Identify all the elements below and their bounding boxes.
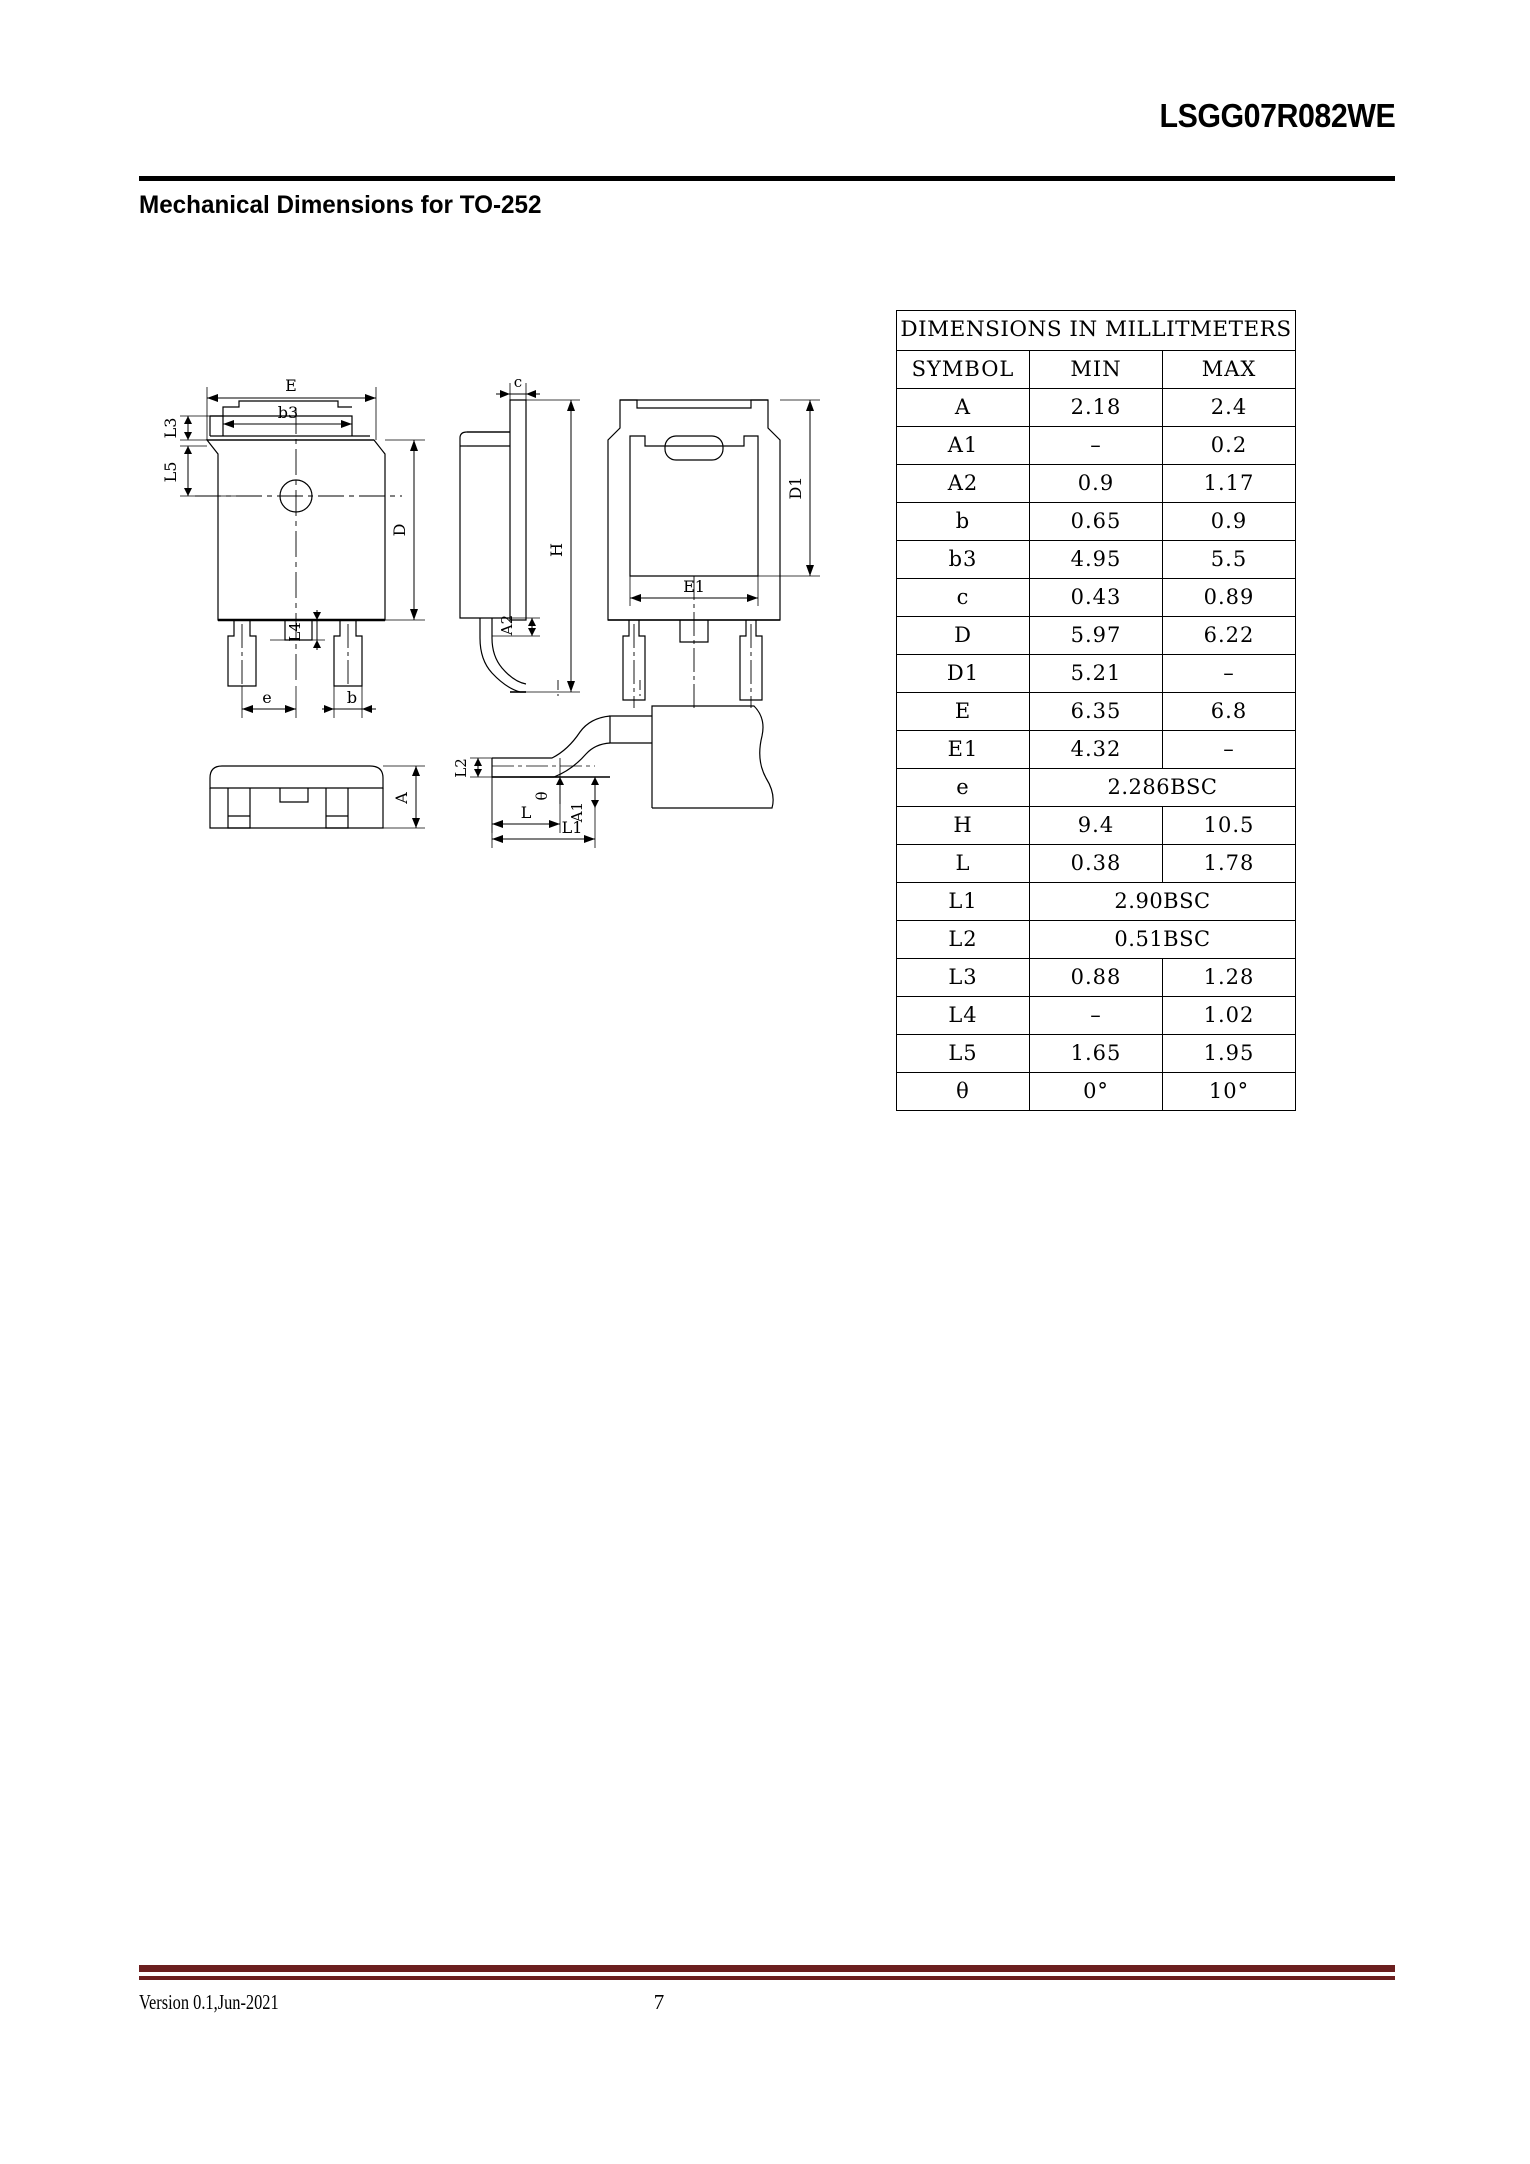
cell-max: 1.78 [1163, 845, 1296, 883]
table-header-row [897, 351, 1296, 389]
cell-symbol: L1 [897, 883, 1030, 921]
dim-label-E1: E1 [683, 577, 705, 596]
dimensions-table-body [897, 311, 1296, 1111]
cell-symbol: E1 [897, 731, 1030, 769]
cell-min: 0° [1030, 1073, 1163, 1111]
table-row [897, 807, 1296, 845]
cell-symbol: e [897, 769, 1030, 807]
cell-symbol: b3 [897, 541, 1030, 579]
table-row [897, 541, 1296, 579]
dim-label-D: D [390, 523, 409, 537]
cell-max: 1.02 [1163, 997, 1296, 1035]
table-row [897, 389, 1296, 427]
cell-value-span: 0.51BSC [1030, 921, 1296, 959]
cell-max: 5.5 [1163, 541, 1296, 579]
dim-label-E: E [285, 376, 297, 395]
cell-min: 4.32 [1030, 731, 1163, 769]
table-row [897, 655, 1296, 693]
dim-label-b3: b3 [277, 403, 299, 422]
cell-min: 9.4 [1030, 807, 1163, 845]
cell-min: 6.35 [1030, 693, 1163, 731]
dim-label-L2: L2 [452, 758, 470, 778]
cell-max: 0.2 [1163, 427, 1296, 465]
part-number: LSGG07R082WE [1159, 97, 1395, 134]
cell-max: 2.4 [1163, 389, 1296, 427]
cell-max: 10.5 [1163, 807, 1296, 845]
table-title: DIMENSIONS IN MILLITMETERS [897, 311, 1296, 351]
cell-symbol: θ [897, 1073, 1030, 1111]
cell-max: 6.8 [1163, 693, 1296, 731]
cell-max: 1.95 [1163, 1035, 1296, 1073]
dimensions-table-wrapper [896, 310, 1296, 1111]
cell-min: 0.88 [1030, 959, 1163, 997]
dim-label-theta: θ [533, 791, 551, 801]
dimensions-table [896, 310, 1296, 1111]
dim-label-L5: L5 [161, 461, 180, 483]
table-row [897, 465, 1296, 503]
cell-max: 10° [1163, 1073, 1296, 1111]
dim-label-b: b [346, 688, 358, 707]
cell-symbol: A1 [897, 427, 1030, 465]
table-row [897, 579, 1296, 617]
dim-label-D1: D1 [786, 476, 805, 500]
column-header-min: MIN [1030, 351, 1163, 389]
cell-value-span: 2.286BSC [1030, 769, 1296, 807]
cell-symbol: L [897, 845, 1030, 883]
table-row [897, 731, 1296, 769]
cell-max: 0.9 [1163, 503, 1296, 541]
cell-min: 1.65 [1030, 1035, 1163, 1073]
cell-min: 0.43 [1030, 579, 1163, 617]
cell-max: 1.28 [1163, 959, 1296, 997]
footer-divider-thin [139, 1976, 1395, 1980]
table-row [897, 693, 1296, 731]
cell-min: 5.21 [1030, 655, 1163, 693]
lead-detail-view [452, 680, 773, 848]
dim-label-A2: A2 [498, 614, 516, 636]
cell-symbol: L4 [897, 997, 1030, 1035]
cell-symbol: b [897, 503, 1030, 541]
cell-symbol: L5 [897, 1035, 1030, 1073]
cell-min: 0.9 [1030, 465, 1163, 503]
cell-symbol: D [897, 617, 1030, 655]
cell-max: 1.17 [1163, 465, 1296, 503]
footer-page-number: 7 [653, 1990, 665, 2014]
table-row [897, 921, 1296, 959]
table-row [897, 427, 1296, 465]
page-footer [139, 1965, 1395, 2055]
package-outline-drawing-svg [140, 288, 840, 908]
cell-max: 0.89 [1163, 579, 1296, 617]
cell-symbol: D1 [897, 655, 1030, 693]
cell-min: 5.97 [1030, 617, 1163, 655]
table-row [897, 997, 1296, 1035]
table-row [897, 1073, 1296, 1111]
mechanical-drawings [140, 288, 840, 908]
dim-label-L3: L3 [161, 417, 180, 439]
cell-symbol: L3 [897, 959, 1030, 997]
side-view [460, 373, 580, 692]
table-row [897, 617, 1296, 655]
footer-version: Version 0.1,Jun-2021 [139, 1990, 279, 2014]
cell-min: 0.38 [1030, 845, 1163, 883]
dim-label-A1: A1 [568, 801, 586, 823]
cell-min: 2.18 [1030, 389, 1163, 427]
dim-label-L4: L4 [286, 622, 304, 642]
dim-label-A: A [392, 792, 411, 804]
cell-min: 0.65 [1030, 503, 1163, 541]
header-divider [139, 176, 1395, 181]
bottom-profile-view [210, 766, 425, 828]
dim-label-e: e [262, 688, 272, 707]
table-title-row [897, 311, 1296, 351]
cell-min: – [1030, 427, 1163, 465]
cell-symbol: A2 [897, 465, 1030, 503]
cell-symbol: A [897, 389, 1030, 427]
table-row [897, 959, 1296, 997]
front-view [161, 376, 425, 718]
dim-label-L: L [520, 803, 532, 822]
back-view [608, 400, 820, 708]
dim-label-c: c [513, 373, 523, 391]
footer-divider-thick [139, 1965, 1395, 1972]
table-row [897, 769, 1296, 807]
dim-label-H: H [547, 543, 566, 557]
table-row [897, 883, 1296, 921]
table-row [897, 1035, 1296, 1073]
cell-symbol: E [897, 693, 1030, 731]
cell-min: – [1030, 997, 1163, 1035]
cell-max: – [1163, 655, 1296, 693]
column-header-symbol: SYMBOL [897, 351, 1030, 389]
table-row [897, 845, 1296, 883]
cell-min: 4.95 [1030, 541, 1163, 579]
page-header [139, 96, 1395, 180]
cell-symbol: H [897, 807, 1030, 845]
cell-symbol: c [897, 579, 1030, 617]
cell-max: 6.22 [1163, 617, 1296, 655]
section-title: Mechanical Dimensions for TO-252 [139, 191, 542, 219]
dim-label-L1: L1 [561, 818, 583, 837]
cell-symbol: L2 [897, 921, 1030, 959]
cell-value-span: 2.90BSC [1030, 883, 1296, 921]
table-row [897, 503, 1296, 541]
column-header-max: MAX [1163, 351, 1296, 389]
cell-max: – [1163, 731, 1296, 769]
